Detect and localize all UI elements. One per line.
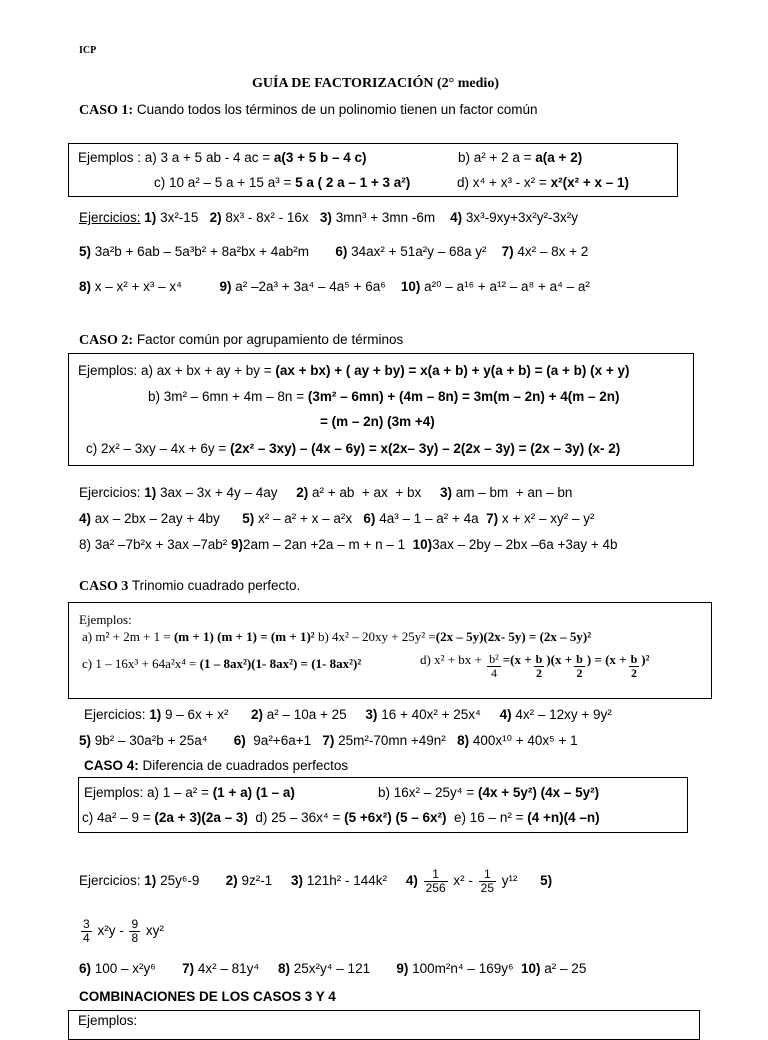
caso4-example-b: b) 16x² – 25y⁴ = (4x + 5y²) (4x – 5y²) [378,785,600,800]
caso4-example-cde: c) 4a² – 9 = (2a + 3)(2a – 3) d) 25 – 36x⁴ = (5 +6x²) (5 – 6x²) e) 16 – n² = (4 +n)(4 –n) [82,810,600,825]
caso2-example-c: c) 2x² – 3xy – 4x + 6y = (2x² – 3xy) – (4x – 6y) = x(2x– 3y) – 2(2x – 3y) = (2x – 3y) (x- 2) [86,441,621,456]
caso2-exercises-line3: 8) 3a² –7b²x + 3ax –7ab² 9)2am – 2an +2a – m + n – 1 10)3ax – 2by – 2bx –6a +3ay + 4b [79,537,618,552]
combinaciones-heading: COMBINACIONES DE LOS CASOS 3 Y 4 [79,989,336,1004]
caso2-example-a: Ejemplos: a) ax + bx + ay + by = (ax + bx) + ( ay + by) = x(a + b) + y(a + b) = (a + b) (x + y) [78,363,630,378]
caso4-heading: CASO 4: Diferencia de cuadrados perfectos [84,758,349,773]
caso3-heading: CASO 3 Trinomio cuadrado perfecto. [79,578,301,594]
caso1-exercises-line1: Ejercicios: 1) 3x²-15 2) 8x³ - 8x² - 16x 3) 3mn³ + 3mn -6m 4) 3x³-9xy+3x²y²-3x²y [79,210,579,225]
combinaciones-ejemplos-label: Ejemplos: [78,1013,138,1028]
caso3-ejemplos-label: Ejemplos: [79,612,132,627]
caso2-heading: CASO 2: Factor común por agrupamiento de términos [79,332,404,348]
caso1-example-d: d) x⁴ + x³ - x² = x²(x² + x – 1) [457,175,629,190]
caso2-exercises-line1: Ejercicios: 1) 3ax – 3x + 4y – 4ay 2) a² + ab + ax + bx 3) am – bm + an – bn [79,485,573,500]
caso1-example-c: c) 10 a² – 5 a + 15 a³ = 5 a ( 2 a – 1 + 3 a²) [154,175,411,190]
caso3-examples-box [68,602,712,699]
caso4-exercise-5: $\frac{3}{4}$ x²y - $\frac{9}{8}$ xy² [83,916,164,945]
caso1-example-b: b) a² + 2 a = a(a + 2) [458,150,583,165]
caso3-example-ab: a) m² + 2m + 1 = (m + 1) (m + 1) = (m + 1)² b) 4x² – 20xy + 25y² =(2x – 5y)(2x- 5y) = (2x – 5y)² [82,629,592,644]
page-title: GUÍA DE FACTORIZACIÓN (2° medio) [252,76,499,91]
caso2-exercises-line2: 4) ax – 2bx – 2ay + 4by 5) x² – a² + x – a²x 6) 4a³ – 1 – a² + 4a 7) x + x² – xy² – y² [79,511,595,526]
caso2-example-b-result2: = (m – 2n) (3m +4) [320,414,435,429]
combinaciones-examples-box [68,1010,700,1040]
caso2-example-b: b) 3m² – 6mn + 4m – 8n = (3m² – 6mn) + (4m – 8n) = 3m(m – 2n) + 4(m – 2n) [148,389,620,404]
school-label: ICP [79,45,97,56]
caso3-exercises-line1: Ejercicios: 1) 9 – 6x + x² 2) a² – 10a + 25 3) 16 + 40x² + 25x⁴ 4) 4x² – 12xy + 9y² [84,707,612,722]
caso3-example-c: c) 1 – 16x³ + 64a²x⁴ = (1 – 8ax²)(1- 8ax²) = (1- 8ax²)² [82,656,362,671]
caso1-exercises-line3: 8) x – x² + x³ – x⁴ 9) a² –2a³ + 3a⁴ – 4a⁵ + 6a⁶ 10) a²⁰ – a¹⁶ + a¹² – a⁸ + a⁴ – a² [79,279,590,294]
caso4-exercises-line2: 6) 100 – x²y⁶ 7) 4x² – 81y⁴ 8) 25x²y⁴ – 121 9) 100m²n⁴ – 169y⁶ 10) a² – 25 [79,961,587,976]
caso3-exercises-line2: 5) 9b² – 30a²b + 25a⁴ 6) 9a²+6a+1 7) 25m²-70mn +49n² 8) 400x¹⁰ + 40x⁵ + 1 [79,733,578,748]
caso1-example-a: Ejemplos : a) 3 a + 5 ab - 4 ac = a(3 + 5 b – 4 c) [78,150,367,165]
caso1-heading: CASO 1: Cuando todos los términos de un polinomio tienen un factor común [79,102,538,118]
caso4-example-a: Ejemplos: a) 1 – a² = (1 + a) (1 – a) [84,785,295,800]
caso1-exercises-line2: 5) 3a²b + 6ab – 5a³b² + 8a²bx + 4ab²m 6) 34ax² + 51a²y – 68a y² 7) 4x² – 8x + 2 [79,244,589,259]
caso3-example-d: d) x² + bx + $\frac{\text{b²}}{4}$ =(x + $\frac{b}{2}$ )(x + $\frac{b}{2}$ ) = (x + $\frac{b}{2}$ )² [420,652,650,680]
caso4-exercises-line1: Ejercicios: 1) 25y⁶-9 2) 9z²-1 3) 121h² - 144k² 4) $\frac{1}{256}$ x² - $\frac{1}{25}$ y¹² 5) [79,866,553,895]
